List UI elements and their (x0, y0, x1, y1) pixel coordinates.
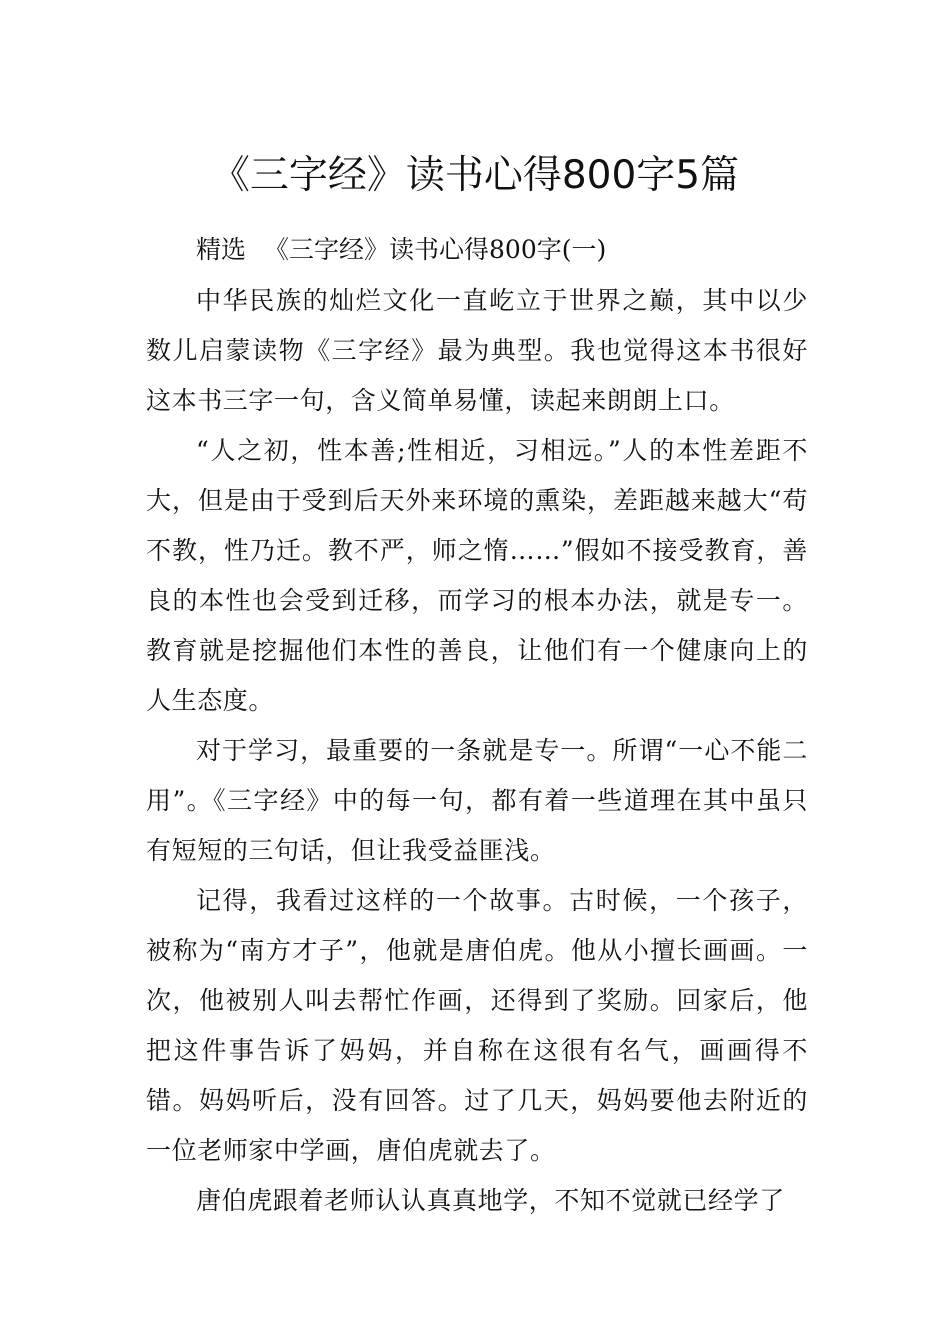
paragraph: 记得，我看过这样的一个故事。古时候，一个孩子，被称为“南方才子”，他就是唐伯虎。他从小擅长画画。一次，他被别人叫去帮忙作画，还得到了奖励。回家后，他把这件事告诉了妈妈，并自称在这很有名气，画画得不错。妈妈听后，没有回答。过了几天，妈妈要他去附近的一位老师家中学画，唐伯虎就去了。 (146, 886, 808, 1165)
paragraph: 对于学习，最重要的一条就是专一。所谓“一心不能二用”。《三字经》中的每一句，都有着一些道理在其中虽只有短短的三句话，但让我受益匪浅。 (146, 736, 808, 865)
paragraph: 唐伯虎跟着老师认认真真地学，不知不觉就已经学了 (196, 1186, 785, 1215)
subtitle-prefix: 精选 (196, 235, 247, 264)
section-subtitle (146, 226, 808, 274)
document-body (146, 226, 808, 1226)
subtitle-text: 《三字经》读书心得800字(一) (264, 235, 607, 264)
paragraph: 中华民族的灿烂文化一直屹立于世界之巅，其中以少数儿启蒙读物《三字经》最为典型。我也觉得这本书很好这本书三字一句，含义简单易懂，读起来朗朗上口。 (146, 286, 808, 415)
document-title: 《三字经》读书心得800字5篇 (210, 153, 740, 199)
paragraph: “人之初，性本善;性相近，习相远。”人的本性差距不大，但是由于受到后天外来环境的熏染，差距越来越大“苟不教，性乃迁。教不严，师之惰……”假如不接受教育，善良的本性也会受到迁移，而学习的根本办法，就是专一。教育就是挖掘他们本性的善良，让他们有一个健康向上的人生态度。 (146, 436, 808, 715)
